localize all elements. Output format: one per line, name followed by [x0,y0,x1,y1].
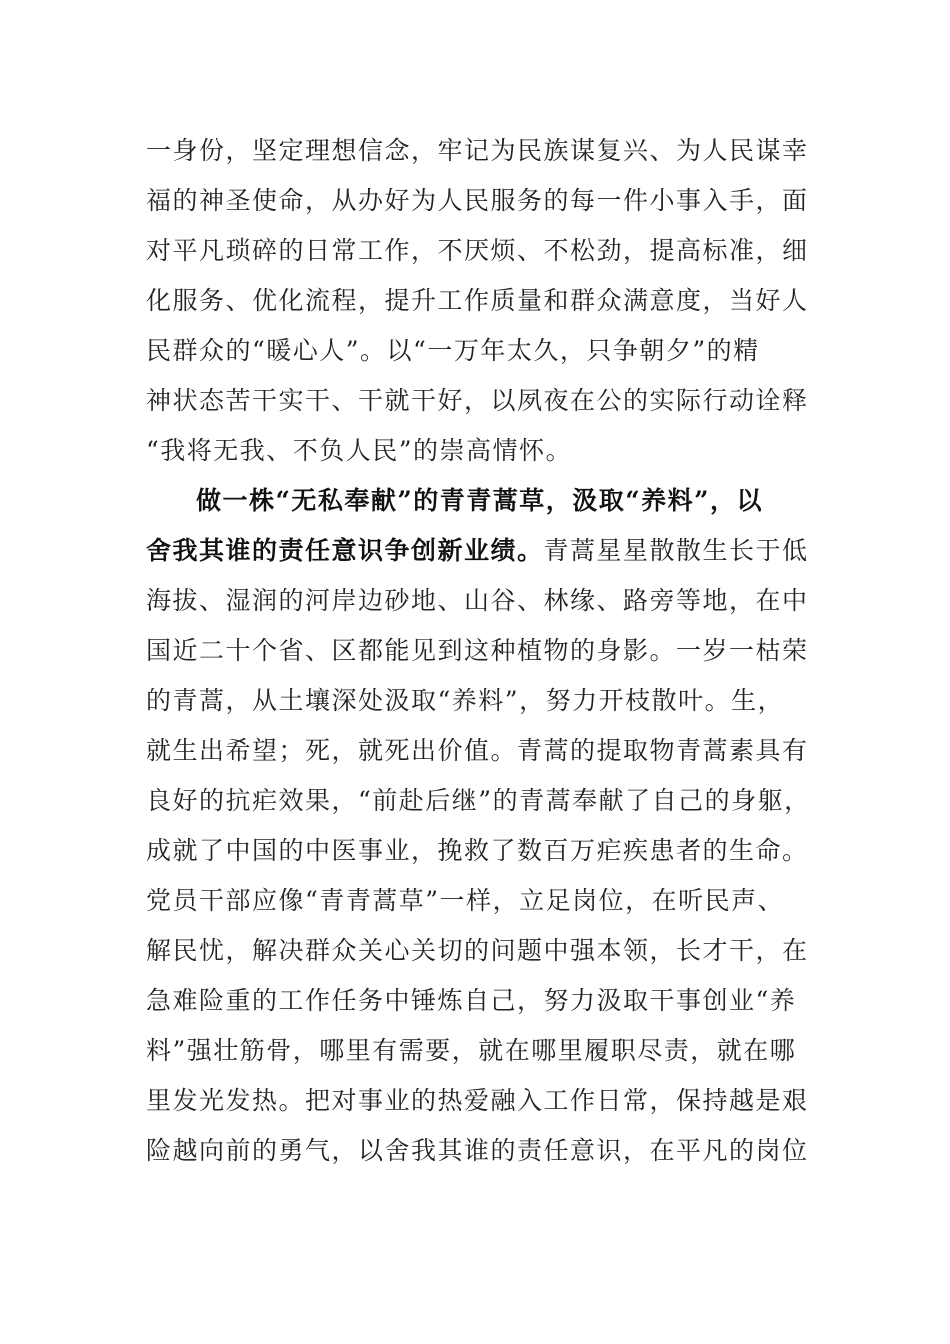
text-line: 的青蒿，从土壤深处汲取“养料”，努力开枝散叶。生， [146,686,785,715]
text-line: 良好的抗疟效果，“前赴后继”的青蒿奉献了自己的身躯， [146,786,811,815]
text-line: 解民忧，解决群众关心关切的问题中强本领，长才干，在 [146,936,809,965]
section-heading: 做一株“无私奉献”的青青蒿草，汲取“养料”，以 [196,486,764,515]
text-line: 就生出希望；死，就死出价值。青蒿的提取物青蒿素具有 [146,736,809,765]
text-line: 成就了中国的中医事业，挽救了数百万疟疾患者的生命。 [146,836,809,865]
text-line: 海拔、湿润的河岸边砂地、山谷、林缘、路旁等地，在中 [146,586,809,615]
text-line: 民群众的“暖心人”。以“一万年太久，只争朝夕”的精 [146,336,760,365]
text-line: 对平凡琐碎的日常工作，不厌烦、不松劲，提高标准，细 [146,236,809,265]
text-line: 里发光发热。把对事业的热爱融入工作日常，保持越是艰 [146,1086,809,1115]
text-line: 料”强壮筋骨，哪里有需要，就在哪里履职尽责，就在哪 [146,1036,797,1065]
text-line: 神状态苦干实干、干就干好，以夙夜在公的实际行动诠释 [146,386,809,415]
text-line: 险越向前的勇气，以舍我其谁的责任意识，在平凡的岗位 [146,1136,809,1165]
text-line: 急难险重的工作任务中锤炼自己，努力汲取干事创业“养 [146,986,797,1015]
document-body [146,126,811,1176]
text-line [146,526,809,576]
text-line: 国近二十个省、区都能见到这种植物的身影。一岁一枯荣 [146,636,809,665]
text-segment: 青蒿星星散散生长于低 [543,536,809,565]
text-line: 福的神圣使命，从办好为人民服务的每一件小事入手，面 [146,186,809,215]
text-line: 化服务、优化流程，提升工作质量和群众满意度，当好人 [146,286,809,315]
text-line: 一身份，坚定理想信念，牢记为民族谋复兴、为人民谋幸 [146,136,809,165]
text-line: 党员干部应像“青青蒿草”一样，立足岗位，在听民声、 [146,886,785,915]
text-line: “我将无我、不负人民”的崇高情怀。 [146,436,573,465]
section-heading-continuation: 舍我其谁的责任意识争创新业绩。 [146,536,544,565]
